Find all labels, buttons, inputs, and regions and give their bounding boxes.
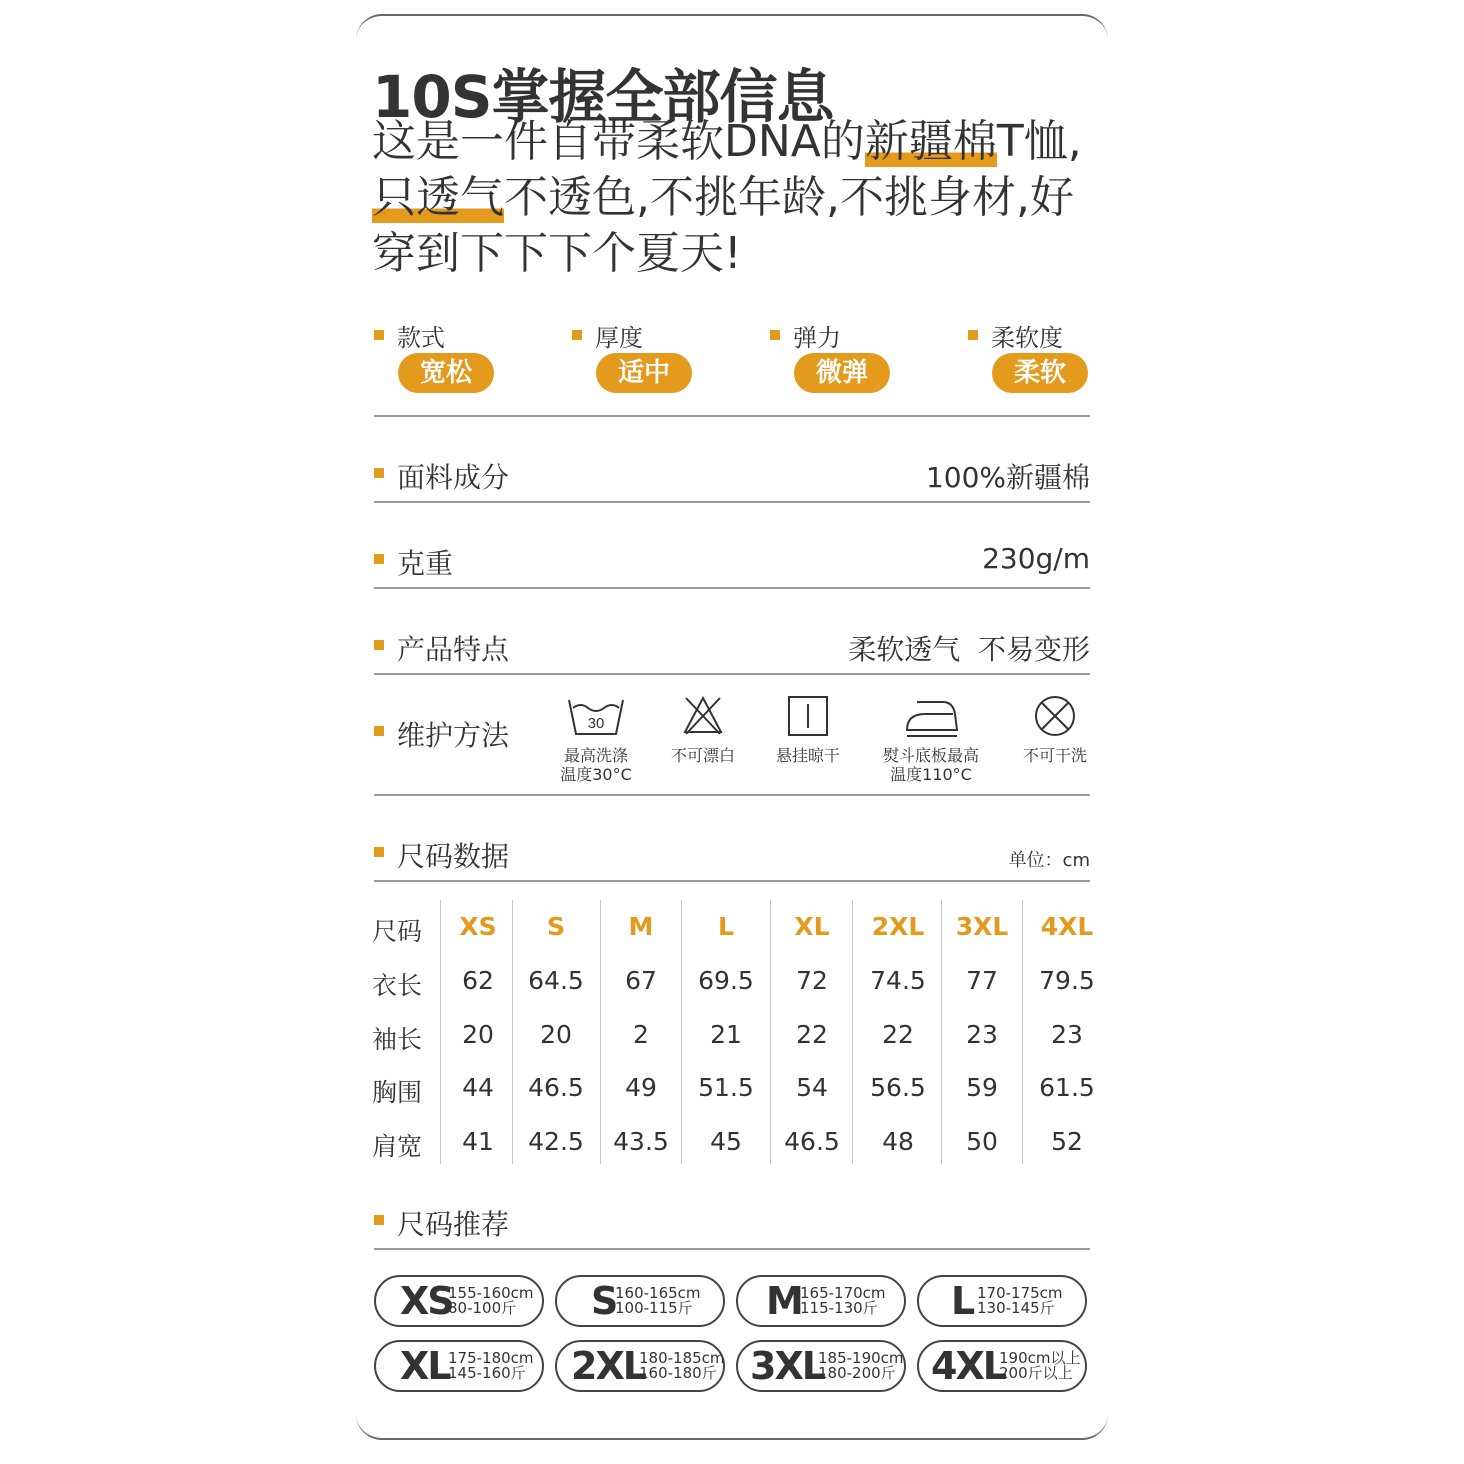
table-cell: 79.5: [1039, 966, 1095, 995]
table-cell: 67: [625, 966, 657, 995]
table-cell: 45: [710, 1127, 742, 1156]
recommend-label: 尺码推荐: [397, 1208, 510, 1241]
size-rec-4xl: 4XL 190cm以上 200斤以上: [917, 1340, 1087, 1392]
size-header-xl: XL: [794, 912, 830, 941]
table-cell: 69.5: [698, 966, 754, 995]
page-title: 10S掌握全部信息: [372, 63, 834, 131]
care-item-no-dry-clean: [985, 694, 1125, 765]
table-cell: 59: [966, 1073, 998, 1102]
care-text: 不可干洗: [1022, 746, 1087, 765]
attr-pill-softness: 柔软: [992, 353, 1088, 393]
table-divider: [941, 900, 942, 1164]
hang-dry-icon: [786, 694, 830, 738]
intro-line-2: 只透气不透色,不挑年龄,不挑身材,好: [372, 172, 1074, 223]
table-cell: 21: [710, 1020, 742, 1049]
size-header-s: S: [546, 912, 565, 941]
size-rec-2xl: 2XL 180-185cm 160-180斤: [555, 1340, 725, 1392]
attr-label-style: 款式: [397, 324, 445, 352]
table-cell: 48: [882, 1127, 914, 1156]
size-header-xs: XS: [459, 912, 497, 941]
care-item-hang-dry: [738, 694, 878, 765]
table-divider: [852, 900, 853, 1164]
size-data-label: 尺码数据: [397, 840, 510, 873]
table-row-label: 胸围: [372, 1078, 423, 1107]
features-value: 柔软透气 不易变形: [848, 633, 1090, 666]
care-item-iron: [861, 694, 1001, 784]
divider: [374, 673, 1090, 675]
bullet-icon: [770, 330, 780, 340]
wash-temp-number: 30: [587, 715, 605, 732]
bullet-icon: [374, 726, 384, 736]
table-cell: 22: [882, 1020, 914, 1049]
table-divider: [600, 900, 601, 1164]
divider: [374, 587, 1090, 589]
table-cell: 56.5: [870, 1073, 926, 1102]
size-rec-xs: XS 155-160cm 80-100斤: [374, 1275, 544, 1327]
table-cell: 72: [796, 966, 828, 995]
bullet-icon: [374, 554, 384, 564]
divider: [374, 501, 1090, 503]
size-rec-s: S 160-165cm 100-115斤: [555, 1275, 725, 1327]
table-cell: 44: [462, 1073, 494, 1102]
weight-label: 克重: [397, 547, 454, 580]
table-cell: 74.5: [870, 966, 926, 995]
attr-pill-style: 宽松: [398, 353, 494, 393]
table-cell: 54: [796, 1073, 828, 1102]
table-cell: 20: [462, 1020, 494, 1049]
table-divider: [681, 900, 682, 1164]
table-cell: 64.5: [528, 966, 584, 995]
bullet-icon: [374, 1215, 384, 1225]
table-divider: [512, 900, 513, 1164]
fabric-label: 面料成分: [397, 461, 510, 494]
bullet-icon: [572, 330, 582, 340]
care-label: 维护方法: [397, 719, 510, 752]
attr-pill-thickness: 适中: [596, 353, 692, 393]
size-rec-l: L 170-175cm 130-145斤: [917, 1275, 1087, 1327]
table-row-label: 肩宽: [372, 1132, 423, 1161]
table-row-label: 袖长: [372, 1025, 423, 1054]
care-text: 最高洗涤 温度30°C: [560, 746, 632, 784]
size-header-4xl: 4XL: [1040, 912, 1094, 941]
wash-tub-30-icon: [566, 694, 626, 738]
table-cell: 46.5: [528, 1073, 584, 1102]
table-cell: 43.5: [613, 1127, 669, 1156]
bullet-icon: [374, 847, 384, 857]
table-cell: 46.5: [784, 1127, 840, 1156]
table-cell: 2: [633, 1020, 649, 1049]
table-cell: 42.5: [528, 1127, 584, 1156]
table-cell: 22: [796, 1020, 828, 1049]
no-bleach-icon: [681, 694, 725, 738]
bullet-icon: [374, 330, 384, 340]
size-header-3xl: 3XL: [955, 912, 1009, 941]
attr-label-stretch: 弹力: [793, 324, 841, 352]
table-divider: [770, 900, 771, 1164]
bullet-icon: [968, 330, 978, 340]
table-cell: 20: [540, 1020, 572, 1049]
bullet-icon: [374, 468, 384, 478]
attr-label-thickness: 厚度: [595, 324, 643, 352]
attr-label-softness: 柔软度: [991, 324, 1063, 352]
care-text: 悬挂晾干: [775, 746, 840, 765]
intro-text: [372, 114, 1112, 282]
size-rec-m: M 165-170cm 115-130斤: [736, 1275, 906, 1327]
divider: [374, 880, 1090, 882]
table-cell: 23: [966, 1020, 998, 1049]
highlight-xinjiang-cotton: 新疆棉: [864, 116, 997, 167]
table-cell: 61.5: [1039, 1073, 1095, 1102]
care-text: 不可漂白: [670, 746, 735, 765]
divider: [374, 415, 1090, 417]
size-rec-xl: XL 175-180cm 145-160斤: [374, 1340, 544, 1392]
table-cell: 77: [966, 966, 998, 995]
size-header-l: L: [718, 912, 734, 941]
table-divider: [440, 900, 441, 1164]
table-cell: 62: [462, 966, 494, 995]
table-cell: 52: [1051, 1127, 1083, 1156]
care-text: 熨斗底板最高 温度110°C: [882, 746, 979, 784]
table-divider: [1022, 900, 1023, 1164]
fabric-value: 100%新疆棉: [925, 461, 1090, 494]
size-header-2xl: 2XL: [871, 912, 925, 941]
table-cell: 49: [625, 1073, 657, 1102]
intro-line-1: 这是一件自带柔软DNA的新疆棉T恤,: [372, 116, 1082, 167]
table-cell: 50: [966, 1127, 998, 1156]
table-row-label: 衣长: [372, 971, 423, 1000]
size-header-m: M: [628, 912, 654, 941]
attr-pill-stretch: 微弹: [794, 353, 890, 393]
table-cell: 51.5: [698, 1073, 754, 1102]
unit-label: 单位：cm: [1008, 850, 1090, 871]
weight-value: 230g/m: [982, 542, 1090, 575]
no-dry-clean-icon: [1033, 694, 1077, 738]
divider: [374, 1248, 1090, 1250]
table-cell: 23: [1051, 1020, 1083, 1049]
iron-icon: [903, 694, 959, 738]
divider: [374, 794, 1090, 796]
features-label: 产品特点: [397, 633, 510, 666]
intro-line-3: 穿到下下下个夏天!: [372, 228, 742, 279]
size-rec-3xl: 3XL 185-190cm 180-200斤: [736, 1340, 906, 1392]
table-cell: 41: [462, 1127, 494, 1156]
table-header-label: 尺码: [372, 917, 423, 946]
bullet-icon: [374, 640, 384, 650]
highlight-breathable: 只透气: [372, 172, 504, 223]
